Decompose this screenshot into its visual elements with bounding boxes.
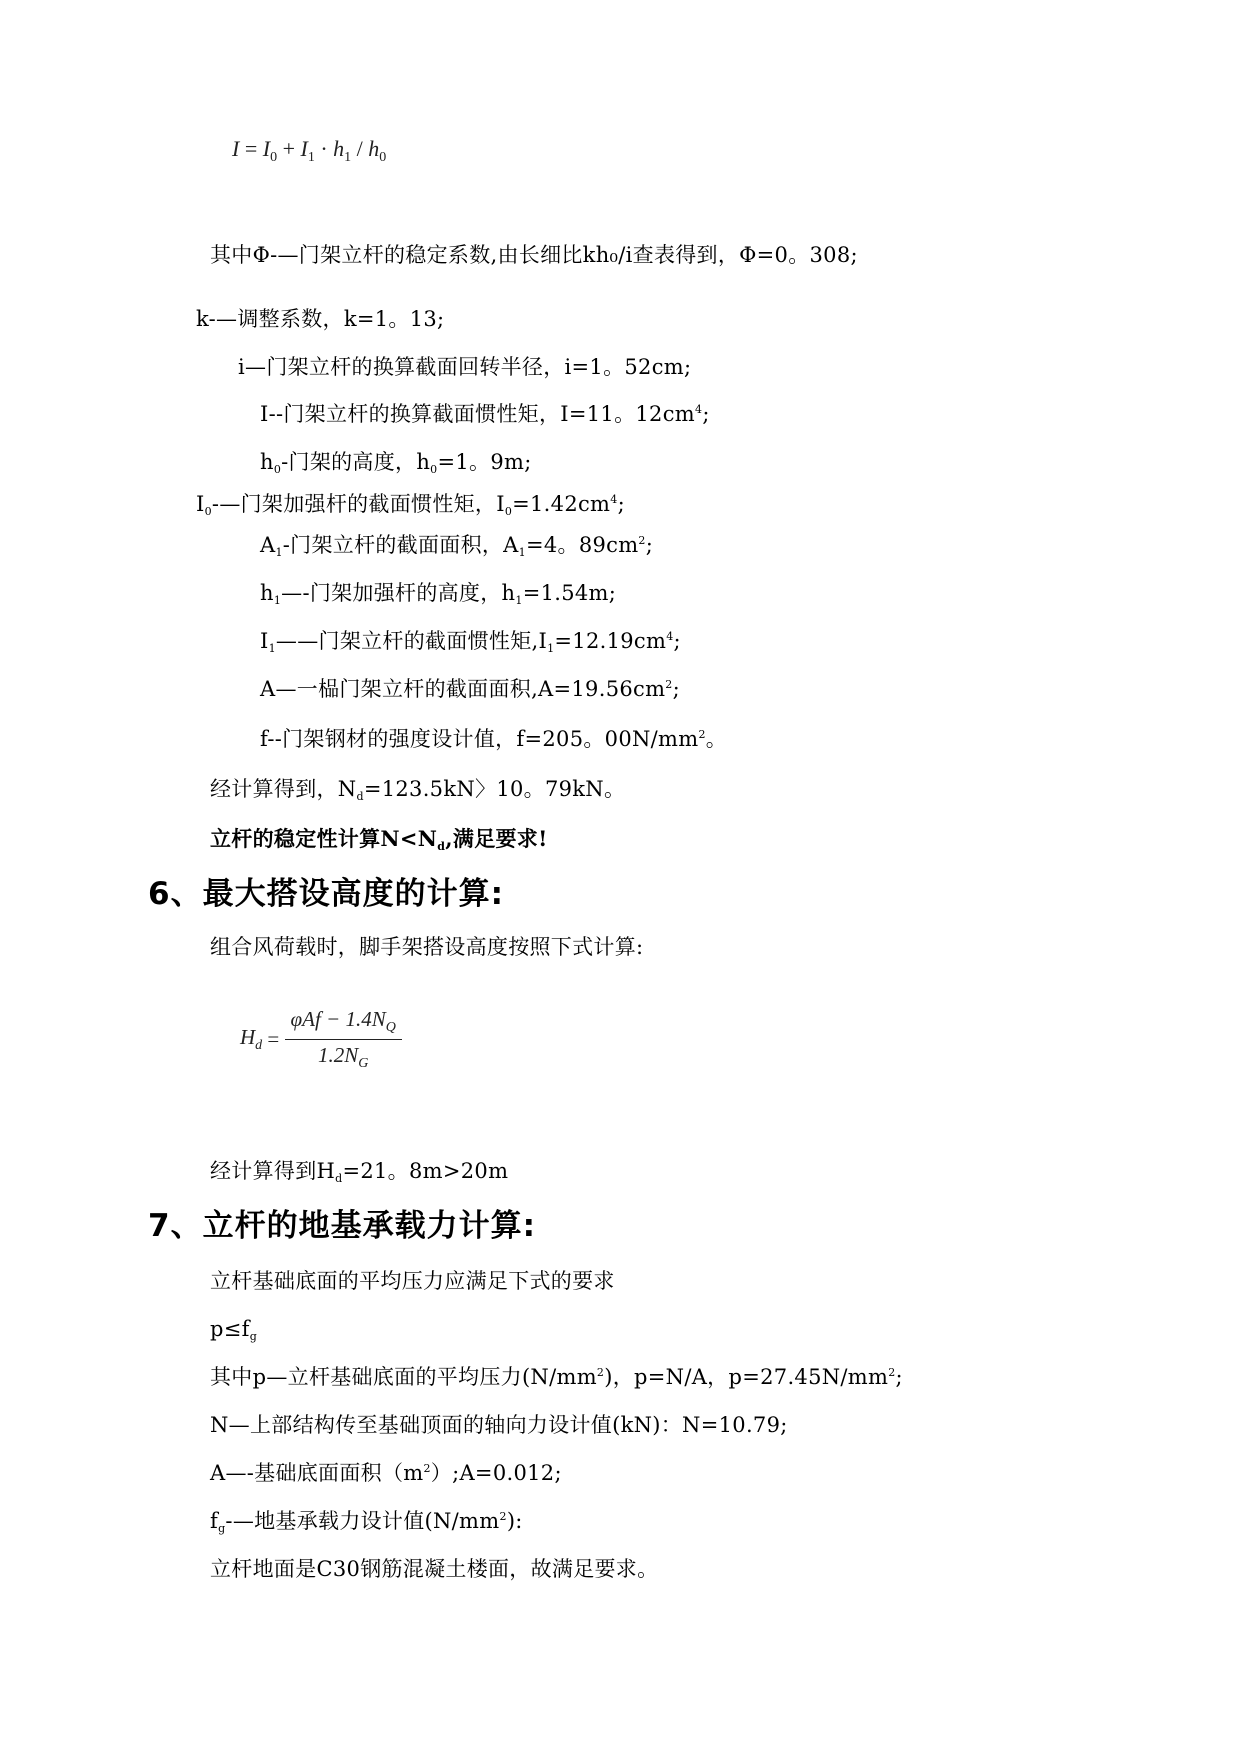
max-height-fraction: $\frac{\varphi Af - 1.4N_Q}{1.2N_G}$ (285, 1007, 402, 1072)
param-f: f--门架钢材的强度设计值，f=205。$00N/mm^2$。 (260, 727, 728, 751)
param-base-area: A—-基础底面面积$(m^2);A=0.012$; (210, 1461, 562, 1485)
section-7-heading: 7、立杆的地基承载力计算: (148, 1208, 536, 1244)
param-A1: $A_1-$门架立杆的截面面积，$A_1=4$。$89cm^2$; (260, 533, 654, 559)
section-7-intro: 立杆基础底面的平均压力应满足下式的要求 (210, 1269, 615, 1293)
section-6-heading: 6、最大搭设高度的计算: (148, 876, 504, 912)
param-I: I--门架立杆的换算截面惯性矩，I=11。$12cm^4$; (260, 402, 710, 426)
param-h1: $h_1—-$门架加强杆的高度，$h_1=1.54m$; (260, 581, 617, 607)
stability-result: 经计算得到，$N_d=123.5kN$〉10。79kN。 (210, 777, 626, 803)
param-fg: $f_g-—$地基承载力设计值$(N/mm^2)$: (210, 1509, 523, 1535)
param-p: 其中p—立杆基础底面的平均压力$(N/mm^2)$，p=N/A，$p=27.45N/mm^2$; (210, 1365, 903, 1389)
param-phi: 其中Φ-—门架立杆的稳定系数,由长细比kh₀/i查表得到，Φ=0。308; (210, 243, 858, 267)
param-k: k-—调整系数，k=1。13; (196, 307, 445, 331)
max-height-result: 经计算得到$H_d=21$。8m>20m (210, 1159, 509, 1185)
param-h0: $h_0-$门架的高度，$h_0=1$。9m; (260, 450, 532, 476)
stability-conclusion: 立杆的稳定性计算$N<N_d$,满足要求! (210, 826, 548, 853)
param-A: A—一榀门架立杆的截面面积$,A=19.56cm^2$; (260, 677, 680, 701)
max-height-formula: $H_d$ = $\frac{\varphi Af - 1.4N_Q}{1.2N_G}$ (240, 1007, 402, 1072)
param-i: i—门架立杆的换算截面回转半径，i=1。52cm; (238, 355, 692, 379)
bearing-inequality: $p\le f_g$ (210, 1317, 258, 1343)
moment-of-inertia-formula: $I = I_0 + I_1 \cdot h_1 / h_0$ (232, 136, 387, 165)
section-6-intro: 组合风荷载时，脚手架搭设高度按照下式计算: (210, 935, 644, 959)
param-I0: $I_0-—$门架加强杆的截面惯性矩，$I_0=1.42cm^4$; (196, 492, 625, 518)
param-N: N—上部结构传至基础顶面的轴向力设计值(kN)：N=10.79; (210, 1413, 788, 1437)
bearing-conclusion: 立杆地面是C30钢筋混凝土楼面，故满足要求。 (210, 1557, 659, 1581)
param-I1: $I_1——$门架立杆的截面惯性矩$,I_1=12.19cm^4$; (260, 629, 681, 655)
